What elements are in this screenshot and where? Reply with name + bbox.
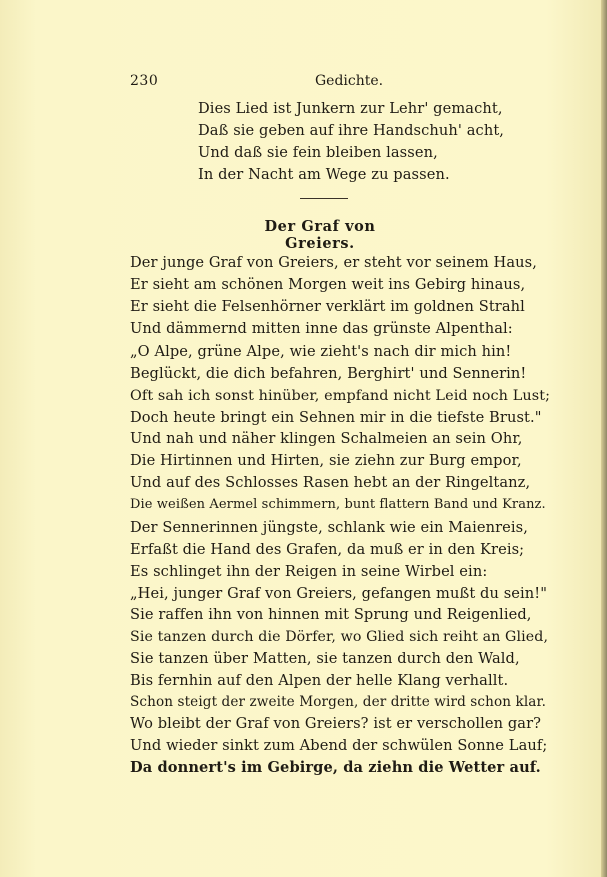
verse-line: Er sieht die Felsenhörner verklärt im goldnen Strahl [130,298,525,315]
running-head: Gedichte. [315,73,384,89]
verse-line: Und wieder sinkt zum Abend der schwülen Sonne Lauf; [130,737,548,754]
poem-title: Der Graf von Greiers. [264,218,376,252]
verse-line: Bis fernhin auf den Alpen der helle Klang verhallt. [130,672,509,689]
verse-line: Und auf des Schlosses Rasen hebt an der Ringeltanz, [130,474,531,491]
stanza-1 [130,252,550,340]
verse-line: Sie tanzen durch die Dörfer, wo Glied sich reiht an Glied, [130,629,549,645]
stanza-3 [130,428,550,516]
stanza-4 [130,517,550,605]
intro-stanza [198,98,607,186]
stanza-5 [130,604,550,692]
verse-line: In der Nacht am Wege zu passen. [198,166,450,183]
stanza-2 [130,341,550,429]
verse-line: Schon steigt der zweite Morgen, der dritte wird schon klar. [130,694,547,710]
page-header [130,73,530,93]
verse-line: Und nah und näher klingen Schalmeien an sein Ohr, [130,430,523,447]
verse-line: Es schlinget ihn der Reigen in seine Wirbel ein: [130,563,488,580]
verse-line: Und daß sie fein bleiben lassen, [198,144,438,161]
verse-line: Doch heute bringt ein Sehnen mir in die tiefste Brust." [130,409,542,426]
verse-line: Sie raffen ihn von hinnen mit Sprung und Reigenlied, [130,606,532,623]
verse-line: Die Hirtinnen und Hirten, sie ziehn zur Burg empor, [130,452,522,469]
page-number: 230 [130,73,159,89]
verse-line: Und dämmernd mitten inne das grünste Alpenthal: [130,320,513,337]
stanza-6 [130,691,550,779]
verse-line: Erfaßt die Hand des Grafen, da muß er in den Kreis; [130,541,525,558]
verse-line: Da donnert's im Gebirge, da ziehn die Wetter auf. [130,759,541,776]
verse-line: Er sieht am schönen Morgen weit ins Gebirg hinaus, [130,276,526,293]
verse-line: Oft sah ich sonst hinüber, empfand nicht Leid noch Lust; [130,388,551,404]
verse-line: Der junge Graf von Greiers, er steht vor seinem Haus, [130,254,538,271]
verse-line: „O Alpe, grüne Alpe, wie zieht's nach dir mich hin! [130,343,512,360]
section-divider [300,198,348,199]
verse-line: Der Sennerinnen jüngste, schlank wie ein Maienreis, [130,519,529,536]
verse-line: Dies Lied ist Junkern zur Lehr' gemacht, [198,100,503,117]
verse-line: „Hei, junger Graf von Greiers, gefangen mußt du sein!" [130,585,548,602]
verse-line: Die weißen Aermel schimmern, bunt flattern Band und Kranz. [130,497,546,512]
verse-line: Wo bleibt der Graf von Greiers? ist er verschollen gar? [130,715,542,732]
verse-line: Sie tanzen über Matten, sie tanzen durch den Wald, [130,650,520,667]
verse-line: Daß sie geben auf ihre Handschuh' acht, [198,122,505,139]
verse-line: Beglückt, die dich befahren, Berghirt' und Sennerin! [130,365,527,382]
